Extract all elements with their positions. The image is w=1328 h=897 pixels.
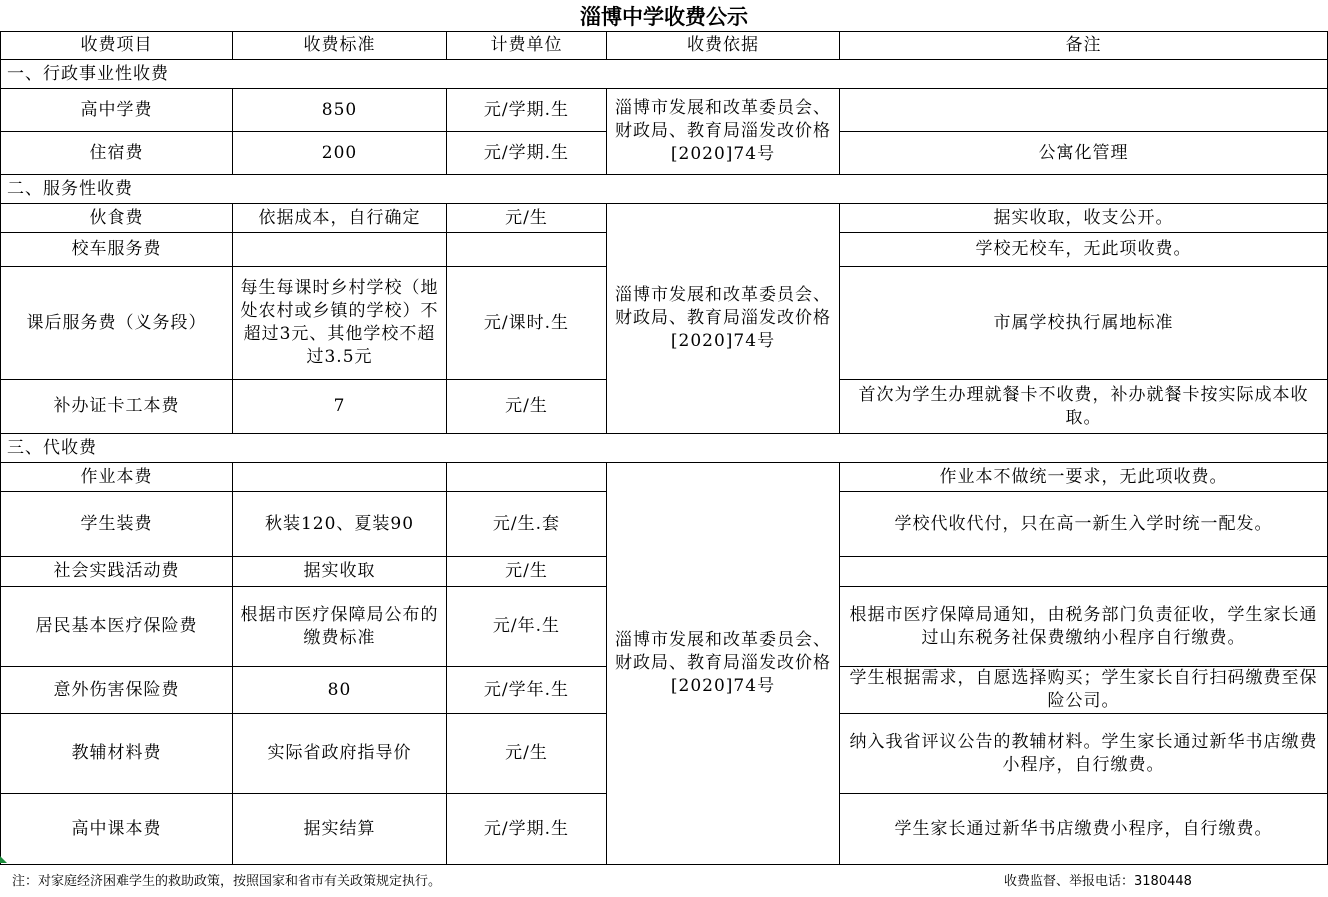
section-label: 二、服务性收费 [1, 175, 840, 204]
section-filler [840, 434, 1328, 463]
cell-note [840, 89, 1328, 132]
cell-standard: 200 [233, 132, 447, 175]
header-row [1, 32, 1328, 60]
cell-unit: 元/生 [447, 714, 607, 794]
cell-item: 住宿费 [1, 132, 233, 175]
cell-unit: 元/生.套 [447, 492, 607, 557]
cell-unit [447, 233, 607, 267]
cell-note [840, 557, 1328, 587]
cell-corner-marker [0, 856, 7, 863]
cell-note: 市属学校执行属地标准 [840, 267, 1328, 380]
header-item: 收费项目 [1, 32, 233, 60]
cell-unit: 元/学期.生 [447, 132, 607, 175]
cell-standard: 据实结算 [233, 794, 447, 865]
cell-standard: 每生每课时乡村学校（地处农村或乡镇的学校）不超过3元、其他学校不超过3.5元 [233, 267, 447, 380]
fee-table [0, 31, 1328, 865]
cell-note: 学生家长通过新华书店缴费小程序，自行缴费。 [840, 794, 1328, 865]
cell-item: 补办证卡工本费 [1, 380, 233, 434]
cell-item: 意外伤害保险费 [1, 667, 233, 714]
section-label: 一、行政事业性收费 [1, 60, 840, 89]
cell-standard: 根据市医疗保障局公布的缴费标准 [233, 587, 447, 667]
header-note: 备注 [840, 32, 1328, 60]
table-row [1, 89, 1328, 132]
header-standard: 收费标准 [233, 32, 447, 60]
cell-item: 社会实践活动费 [1, 557, 233, 587]
cell-unit [447, 463, 607, 492]
cell-unit: 元/生 [447, 380, 607, 434]
header-unit: 计费单位 [447, 32, 607, 60]
cell-item: 伙食费 [1, 204, 233, 233]
cell-unit: 元/年.生 [447, 587, 607, 667]
header-basis: 收费依据 [607, 32, 840, 60]
cell-standard: 实际省政府指导价 [233, 714, 447, 794]
section-filler [840, 60, 1328, 89]
cell-note: 学生根据需求，自愿选择购买；学生家长自行扫码缴费至保险公司。 [840, 667, 1328, 714]
cell-standard [233, 233, 447, 267]
cell-standard: 7 [233, 380, 447, 434]
cell-item: 校车服务费 [1, 233, 233, 267]
section-filler [840, 175, 1328, 204]
section-label: 三、代收费 [1, 434, 840, 463]
cell-standard: 依据成本，自行确定 [233, 204, 447, 233]
cell-item: 高中课本费 [1, 794, 233, 865]
cell-standard: 850 [233, 89, 447, 132]
cell-standard [233, 463, 447, 492]
cell-item: 高中学费 [1, 89, 233, 132]
cell-basis: 淄博市发展和改革委员会、财政局、教育局淄发改价格[2020]74号 [607, 463, 840, 865]
cell-item: 居民基本医疗保险费 [1, 587, 233, 667]
cell-unit: 元/学年.生 [447, 667, 607, 714]
cell-note: 学校代收代付，只在高一新生入学时统一配发。 [840, 492, 1328, 557]
cell-item: 教辅材料费 [1, 714, 233, 794]
cell-note: 根据市医疗保障局通知，由税务部门负责征收，学生家长通过山东税务社保费缴纳小程序自行缴费。 [840, 587, 1328, 667]
cell-standard: 据实收取 [233, 557, 447, 587]
cell-note: 纳入我省评议公告的教辅材料。学生家长通过新华书店缴费小程序，自行缴费。 [840, 714, 1328, 794]
cell-standard: 秋装120、夏装90 [233, 492, 447, 557]
cell-unit: 元/生 [447, 204, 607, 233]
cell-note: 据实收取，收支公开。 [840, 204, 1328, 233]
footer-hotline: 收费监督、举报电话：3180448 [1004, 874, 1192, 889]
cell-note: 学校无校车，无此项收费。 [840, 233, 1328, 267]
footer-note: 注：对家庭经济困难学生的救助政策，按照国家和省市有关政策规定执行。 [12, 874, 442, 889]
cell-unit: 元/学期.生 [447, 794, 607, 865]
cell-note: 公寓化管理 [840, 132, 1328, 175]
cell-standard: 80 [233, 667, 447, 714]
page-title: 淄博中学收费公示 [580, 5, 748, 29]
cell-basis: 淄博市发展和改革委员会、财政局、教育局淄发改价格[2020]74号 [607, 89, 840, 175]
cell-item: 学生装费 [1, 492, 233, 557]
section-row [1, 434, 1328, 463]
section-row [1, 60, 1328, 89]
section-row [1, 175, 1328, 204]
cell-note: 首次为学生办理就餐卡不收费，补办就餐卡按实际成本收取。 [840, 380, 1328, 434]
cell-item: 作业本费 [1, 463, 233, 492]
cell-item: 课后服务费（义务段） [1, 267, 233, 380]
cell-unit: 元/学期.生 [447, 89, 607, 132]
cell-basis: 淄博市发展和改革委员会、财政局、教育局淄发改价格[2020]74号 [607, 204, 840, 434]
cell-unit: 元/生 [447, 557, 607, 587]
cell-note: 作业本不做统一要求，无此项收费。 [840, 463, 1328, 492]
table-row [1, 463, 1328, 492]
cell-unit: 元/课时.生 [447, 267, 607, 380]
table-row [1, 204, 1328, 233]
